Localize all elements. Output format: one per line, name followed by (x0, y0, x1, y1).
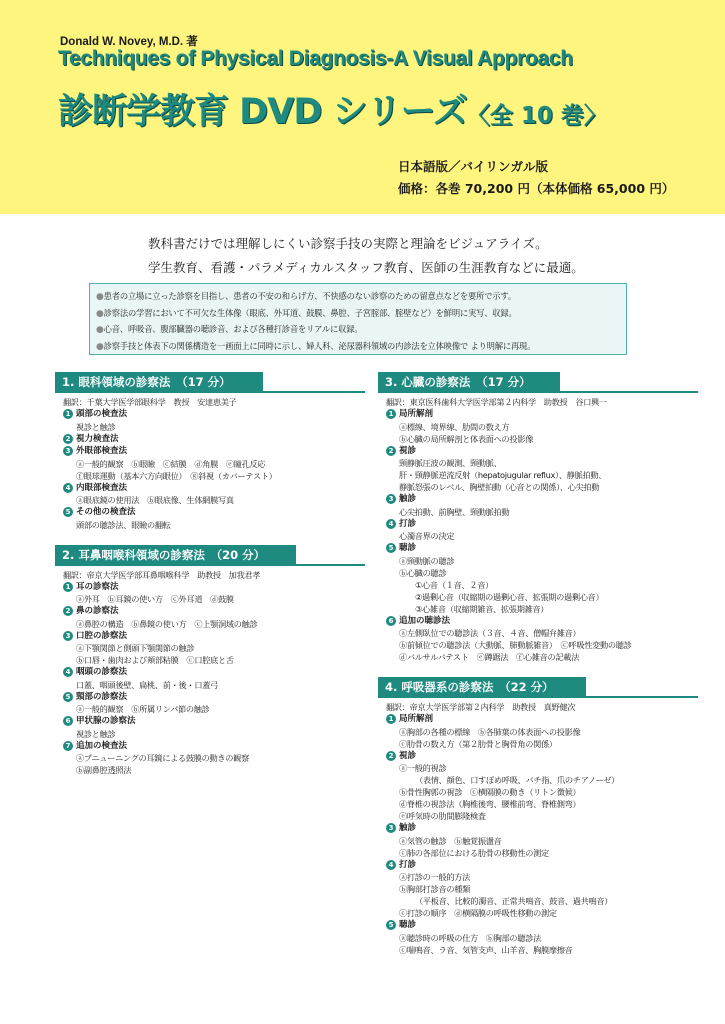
topic-detail: ⓕ眼球運動（基本六方向眼位） ⓖ斜視（カバーテスト） (76, 470, 277, 481)
translator-credit: 翻訳：東京医科歯科大学医学部第２内科学 助教授 谷口興一 (386, 397, 607, 407)
diagnosis-section (378, 677, 698, 956)
topic-heading (378, 615, 698, 628)
topic-detail: ⓐ眼底鏡の使用法 ⓑ眼底像、生体網膜写真 (76, 495, 234, 505)
number-badge-icon: 3 (386, 823, 396, 833)
topic-detail: ⓐ下顎関節と側頭下顎関節の触診 (76, 643, 195, 653)
topic-label: 打診 (399, 518, 417, 529)
number-badge-icon: 5 (63, 507, 73, 517)
topic-detail: ⓑ心臓の聴診 (399, 567, 447, 578)
topic-detail: 静脈怒張のレベル、胸壁拍動（心音との関係）、心尖拍動 (399, 482, 600, 492)
section-header (55, 545, 365, 566)
topic-detail: ⓑ口唇・歯肉および頬部粘膜 ⓒ口腔底と舌 (76, 655, 234, 665)
topic-label: 内眼部検査法 (76, 482, 128, 493)
topic-detail: 肝・頸静脈逆流反射（hepatojugular reflux）、静脈拍動、 (399, 470, 607, 480)
feature-item (96, 339, 626, 356)
left-column (55, 372, 365, 790)
number-badge-icon: 6 (63, 716, 73, 726)
number-badge-icon: 2 (63, 434, 73, 444)
topic-label: 甲状腺の診察法 (76, 716, 136, 726)
topic-label: 咽頭の診察法 (76, 667, 128, 677)
section-underline (560, 391, 698, 393)
feature-item (96, 322, 626, 339)
feature-text: 診察法の学習において不可欠な生体像（眼底、外耳道、鼓膜、鼻腔、子宮腟部、腟壁など）を鮮明に実写、収録。 (103, 307, 517, 318)
number-badge-icon: 3 (63, 631, 73, 641)
diagnosis-section (378, 372, 698, 663)
topic-label: 視診 (399, 750, 417, 761)
topic-heading (55, 445, 365, 458)
number-badge-icon: 2 (63, 606, 73, 616)
author-name: Donald W. Novey, M.D. 著 (60, 36, 198, 48)
number-badge-icon: 2 (386, 751, 396, 761)
topic-heading (378, 919, 698, 932)
topic-heading (378, 542, 698, 555)
diagnosis-section (55, 372, 365, 531)
english-title: Techniques of Physical Diagnosis-A Visual Approach (58, 47, 573, 70)
number-badge-icon: 4 (386, 519, 396, 529)
number-badge-icon: 6 (386, 616, 396, 626)
topic-detail: 頸静脈圧波の観測、頸動脈、 (399, 458, 502, 468)
section-header (378, 372, 698, 393)
number-badge-icon: 7 (63, 741, 73, 751)
section-underline (296, 564, 365, 566)
translator-credit: 翻訳：千葉大学医学部眼科学 教授 安達恵美子 (63, 397, 237, 407)
topic-label: 頸部の診察法 (76, 691, 128, 702)
header-banner (0, 0, 725, 214)
topic-heading (378, 822, 698, 835)
section-title: 4. 呼吸器系の診察法 （22 分） (378, 677, 586, 698)
topic-detail: ⓑ副鼻腔透照法 (76, 765, 132, 775)
topic-detail: ⓐ頸動脈の聴診 (399, 555, 455, 566)
number-badge-icon: 4 (63, 483, 73, 493)
topic-label: 外眼部検査法 (76, 446, 128, 456)
topic-heading (55, 715, 365, 728)
intro-line-1: 教科書だけでは理解しにくい診察手技の実際と理論をビジュアライズ。 (148, 236, 548, 251)
topic-heading (55, 581, 365, 594)
bullet-icon: ● (96, 308, 104, 319)
topic-detail: ⓑ前傾位での聴診法（大動脈、肺動脈雑音） ⓒ呼吸性変動の聴診 (399, 640, 632, 650)
number-badge-icon: 4 (386, 860, 396, 870)
topic-heading (55, 433, 365, 446)
number-badge-icon: 1 (386, 714, 396, 724)
section-title: 2. 耳鼻咽喉科領域の診察法 （20 分） (55, 545, 296, 566)
number-badge-icon: 1 (63, 582, 73, 592)
topic-label: 追加の聴診法 (399, 615, 451, 626)
topic-label: 触診 (399, 823, 417, 833)
price-label: 価格：各巻 70,200 円（本体価格 65,000 円） (398, 181, 675, 196)
topic-detail: ⓔ呼気時の肋間膨隆検査 (399, 811, 486, 821)
topic-heading (55, 506, 365, 519)
topic-heading (378, 859, 698, 872)
diagnosis-section (55, 545, 365, 777)
topic-detail: 心濁音界の決定 (399, 531, 455, 541)
section-title: 3. 心臓の診察法 （17 分） (378, 372, 560, 393)
topic-detail: ⓑ骨性胸郭の視診 ⓒ横隔膜の動き（リトン徴候） (399, 787, 581, 797)
topic-label: 視診 (399, 445, 417, 456)
topic-detail: ⓐ胸部の各種の標線 ⓑ各肺葉の体表面への投影像 (399, 726, 581, 737)
topic-label: 聴診 (399, 920, 417, 930)
topic-detail: ⓐ打診の一般的方法 (399, 872, 470, 882)
topic-subdetail: ①心音（１音、２音） (415, 579, 494, 590)
topic-detail: ⓐ鼻腔の構造 ⓑ鼻鏡の使い方 ⓒ上顎洞域の触診 (76, 618, 258, 629)
topic-detail: ⓐ一般的観察 ⓑ所属リンパ節の触診 (76, 704, 210, 714)
topic-detail: ⓐ聴診時の呼吸の仕方 ⓑ胸部の聴診法 (399, 932, 541, 943)
feature-item (96, 289, 626, 306)
topic-detail: 視診と触診 (76, 728, 116, 739)
number-badge-icon: 3 (63, 446, 73, 456)
topic-heading (55, 691, 365, 704)
topic-label: その他の検査法 (76, 507, 136, 517)
topic-heading (55, 630, 365, 643)
topic-detail: ⓐ左側臥位での聴診法（３音、４音、僧帽弁雑音） (399, 628, 581, 638)
topic-heading (55, 666, 365, 679)
topic-subdetail: ②過剰心音（収縮期の過剰心音、拡張期の過剰心音） (415, 591, 604, 602)
topic-detail: ⓒ肺の各部位における肋骨の移動性の測定 (399, 847, 549, 858)
topic-detail: 視診と触診 (76, 421, 116, 432)
bullet-icon: ● (96, 292, 104, 302)
topic-detail: ⓐ一般的観察 ⓑ眼瞼 ⓒ結膜 ⓓ角膜 ⓔ瞳孔反応 (76, 458, 266, 469)
bullet-icon: ● (96, 325, 104, 335)
topic-heading (378, 750, 698, 763)
section-header (55, 372, 365, 393)
topic-detail: 心尖拍動、前胸壁、頸動脈拍動 (399, 506, 510, 517)
topic-detail: ⓓバルサルバテスト ⓔ蹲踞法 ⓕ心雑音の記載法 (399, 652, 580, 662)
topic-label: 鼻の診察法 (76, 606, 119, 616)
topic-detail: ⓐプニューニングの耳鏡による鼓膜の動きの観察 (76, 753, 249, 763)
number-badge-icon: 5 (386, 543, 396, 553)
topic-heading (378, 713, 698, 726)
bullet-icon: ● (96, 341, 104, 352)
topic-label: 聴診 (399, 543, 417, 553)
topic-heading (55, 482, 365, 495)
translator-credit: 翻訳：帝京大学医学部耳鼻咽喉科学 助教授 加我君孝 (63, 569, 261, 580)
section-underline (586, 696, 698, 698)
number-badge-icon: 5 (63, 692, 73, 702)
topic-detail: ⓒ肋骨の数え方（第２肋骨と胸骨角の関係） (399, 738, 557, 749)
feature-text: 患者の立場に立った診察を目指し、患者の不安の和らげ方、不快感のない診察のための留意点などを要所で示す。 (103, 291, 516, 301)
topic-detail: ⓓ脊椎の視診法（胸椎後弯、腰椎前弯、脊椎側弯） (399, 799, 581, 809)
topic-detail: 頭部の聴診法、眼瞼の翻転 (76, 519, 171, 530)
topic-label: 打診 (399, 859, 417, 870)
translator-credit: 翻訳：帝京大学医学部第２内科学 助教授 真野健次 (386, 702, 576, 712)
right-column (378, 372, 698, 970)
topic-heading (55, 408, 365, 421)
topic-heading (378, 408, 698, 421)
intro-line-2: 学生教育、看護・パラメディカルスタッフ教育、医師の生涯教育などに最適。 (148, 260, 584, 275)
section-title: 1. 眼科領域の診察法 （17 分） (55, 372, 263, 393)
topic-label: 頭部の検査法 (76, 409, 128, 419)
volume-count: 〈全 10 巻〉 (466, 103, 607, 129)
series-title: 診断学教育 DVD シリーズ (58, 92, 467, 132)
topic-detail: ⓐ外耳 ⓑ耳鏡の使い方 ⓒ外耳道 ⓓ鼓膜 (76, 594, 234, 604)
section-underline (263, 391, 365, 393)
number-badge-icon: 4 (63, 667, 73, 677)
topic-label: 局所解剖 (399, 714, 434, 724)
section-header (378, 677, 698, 698)
feature-item (96, 306, 626, 323)
topic-label: 耳の診察法 (76, 581, 119, 592)
topic-label: 視力検査法 (76, 433, 119, 444)
number-badge-icon: 1 (386, 409, 396, 419)
topic-label: 口腔の診察法 (76, 630, 128, 641)
topic-label: 局所解剖 (399, 409, 434, 419)
topic-detail: ⓒ喘鳴音、ラ音、気管支声、山羊音、胸膜摩擦音 (399, 944, 573, 955)
topic-detail: ⓐ気管の触診 ⓑ触覚振盪音 (399, 835, 502, 846)
topic-subdetail: （平板音、比較的濁音、正常共鳴音、鼓音、過共鳴音） (415, 896, 613, 906)
number-badge-icon: 5 (386, 920, 396, 930)
topic-detail: ⓐ一般的視診 (399, 763, 447, 773)
topic-detail: ⓒ打診の順序 ⓓ横隔膜の呼吸性移動の測定 (399, 908, 557, 918)
number-badge-icon: 3 (386, 494, 396, 504)
topic-heading (55, 605, 365, 618)
number-badge-icon: 2 (386, 446, 396, 456)
features-box (89, 283, 627, 355)
topic-heading (55, 740, 365, 753)
topic-detail: ⓐ標線、境界線、肋間の数え方 (399, 421, 510, 432)
topic-detail: ⓑ胸部打診音の種類 (399, 884, 470, 894)
topic-detail: ⓑ心臓の局所解剖と体表面への投影像 (399, 433, 534, 444)
topic-heading (378, 445, 698, 458)
topic-label: 触診 (399, 494, 417, 504)
topic-label: 追加の検査法 (76, 740, 128, 751)
topic-subdetail: ③心雑音（収縮期雑音、拡張期雑音） (415, 603, 549, 614)
edition-label: 日本語版／バイリンガル版 (398, 159, 549, 174)
feature-text: 診察手技と体表下の関係構造を一画面上に同時に示し、婦人科、泌尿器科領域の内診法を立体映像で より明解に再現。 (103, 340, 536, 351)
feature-text: 心音、呼吸音、腹部臓器の聴診音、および各種打診音をリアルに収録。 (103, 324, 363, 334)
topic-heading (378, 518, 698, 531)
topic-subdetail: （表情、顔色、口すぼめ呼吸、バチ指、爪のチアノーゼ） (415, 775, 620, 785)
topic-detail: 口蓋、咽頭後壁、扁桃、前・後・口蓋弓 (76, 679, 218, 690)
japanese-title (58, 84, 607, 134)
number-badge-icon: 1 (63, 409, 73, 419)
topic-heading (378, 493, 698, 506)
